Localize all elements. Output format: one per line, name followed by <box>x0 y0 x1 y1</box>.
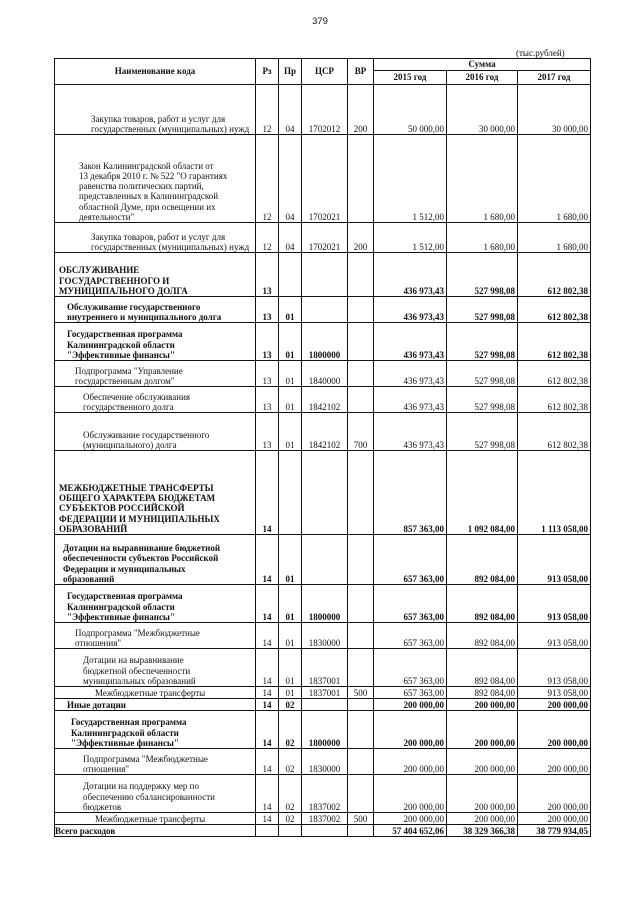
row-name-text: Всего расходов <box>55 825 116 836</box>
row-value-2017: 612 802,38 <box>518 413 591 451</box>
row-value-2015: 436 973,43 <box>374 413 447 451</box>
row-name <box>55 387 256 413</box>
row-value-2017: 200 000,00 <box>518 699 591 711</box>
row-value-2016: 200 000,00 <box>447 813 518 825</box>
row-value-2016: 1 092 084,00 <box>447 451 518 535</box>
header-year-2015: 2015 год <box>374 71 447 85</box>
row-pr: 01 <box>279 535 302 585</box>
row-name-text: Дотации на поддержку мер по обеспечению сбалансированности бюджетов <box>83 781 215 812</box>
row-csr: 1800000 <box>302 323 348 361</box>
row-name <box>55 825 256 837</box>
row-value-2015: 436 973,43 <box>374 361 447 387</box>
row-rz: 14 <box>256 585 279 623</box>
row-name <box>55 451 256 535</box>
table-row <box>55 749 591 775</box>
row-name-text: Закупка товаров, работ и услуг для государственных (муниципальных) нужд <box>91 113 250 134</box>
table-row <box>55 413 591 451</box>
row-csr <box>302 253 348 297</box>
row-vr <box>348 649 374 687</box>
row-value-2016: 892 084,00 <box>447 687 518 699</box>
row-csr: 1837001 <box>302 649 348 687</box>
row-vr <box>348 451 374 535</box>
row-rz: 14 <box>256 649 279 687</box>
table-row <box>55 585 591 623</box>
table-row <box>55 223 591 253</box>
row-vr <box>348 135 374 223</box>
row-value-2015: 200 000,00 <box>374 813 447 825</box>
row-csr: 1702012 <box>302 85 348 135</box>
row-name-text: Подпрограмма "Межбюджетные отношения" <box>75 627 200 648</box>
row-name-text: Обслуживание государственного (муниципального) долга <box>83 429 210 450</box>
row-value-2016: 527 998,08 <box>447 253 518 297</box>
row-csr <box>302 699 348 711</box>
row-csr <box>302 297 348 323</box>
row-name <box>55 775 256 813</box>
row-value-2015: 857 363,00 <box>374 451 447 535</box>
row-rz: 12 <box>256 223 279 253</box>
row-value-2016: 200 000,00 <box>447 749 518 775</box>
row-value-2017: 1 113 058,00 <box>518 451 591 535</box>
row-value-2015: 200 000,00 <box>374 749 447 775</box>
row-value-2017: 30 000,00 <box>518 85 591 135</box>
row-value-2017: 200 000,00 <box>518 749 591 775</box>
row-value-2017: 612 802,38 <box>518 297 591 323</box>
header-csr: ЦСР <box>302 59 348 85</box>
row-value-2015: 436 973,43 <box>374 323 447 361</box>
row-name-text: Дотации на выравнивание бюджетной обеспеченности субъектов Российской Федерации и муниципальных образований <box>63 543 221 584</box>
row-rz: 14 <box>256 699 279 711</box>
row-name <box>55 361 256 387</box>
row-name <box>55 585 256 623</box>
row-pr: 02 <box>279 699 302 711</box>
table-row <box>55 623 591 649</box>
row-rz: 13 <box>256 323 279 361</box>
row-pr: 01 <box>279 361 302 387</box>
row-value-2016: 30 000,00 <box>447 85 518 135</box>
row-name-text: Государственная программа Калининградской области "Эффективные финансы" <box>67 329 183 360</box>
row-pr: 01 <box>279 413 302 451</box>
row-name <box>55 711 256 749</box>
row-vr <box>348 623 374 649</box>
row-rz: 12 <box>256 85 279 135</box>
header-rz: Рз <box>256 59 279 85</box>
budget-table <box>54 58 591 837</box>
row-name <box>55 135 256 223</box>
row-name <box>55 323 256 361</box>
page-number: 379 <box>312 16 328 27</box>
row-vr: 500 <box>348 813 374 825</box>
row-name-text: Межбюджетные трансферты <box>95 813 206 824</box>
row-value-2017: 200 000,00 <box>518 711 591 749</box>
row-name <box>55 297 256 323</box>
table-row <box>55 297 591 323</box>
table-row <box>55 535 591 585</box>
header-sum: Сумма <box>374 59 591 71</box>
row-pr: 04 <box>279 223 302 253</box>
row-rz: 13 <box>256 253 279 297</box>
row-csr: 1842102 <box>302 387 348 413</box>
row-name <box>55 223 256 253</box>
row-value-2015: 657 363,00 <box>374 649 447 687</box>
row-name-text: Подпрограмма "Межбюджетные отношения" <box>83 753 208 774</box>
header-vr: ВР <box>348 59 374 85</box>
row-rz: 14 <box>256 535 279 585</box>
row-pr: 02 <box>279 813 302 825</box>
row-value-2017: 913 058,00 <box>518 687 591 699</box>
row-value-2016: 527 998,08 <box>447 413 518 451</box>
row-rz: 14 <box>256 687 279 699</box>
table-body <box>55 85 591 837</box>
row-value-2017: 913 058,00 <box>518 623 591 649</box>
row-rz: 14 <box>256 813 279 825</box>
row-name-text: Закон Калининградской области от 13 декабря 2010 г. № 522 "О гарантиях равенства политических партий, представленных в Калининградской областной Думе, при освещении их деятельности" <box>79 160 228 222</box>
row-value-2016: 892 084,00 <box>447 535 518 585</box>
row-value-2017: 1 680,00 <box>518 135 591 223</box>
row-name <box>55 749 256 775</box>
row-name <box>55 649 256 687</box>
row-name-text: Закупка товаров, работ и услуг для государственных (муниципальных) нужд <box>91 231 250 252</box>
row-value-2017: 612 802,38 <box>518 253 591 297</box>
row-value-2017: 200 000,00 <box>518 775 591 813</box>
row-value-2016: 200 000,00 <box>447 775 518 813</box>
row-value-2015: 200 000,00 <box>374 711 447 749</box>
row-vr <box>348 749 374 775</box>
row-pr: 02 <box>279 711 302 749</box>
row-pr: 01 <box>279 623 302 649</box>
row-rz: 14 <box>256 749 279 775</box>
row-pr: 04 <box>279 85 302 135</box>
table-row <box>55 387 591 413</box>
row-value-2016: 200 000,00 <box>447 711 518 749</box>
row-vr <box>348 323 374 361</box>
row-vr <box>348 297 374 323</box>
row-vr: 500 <box>348 687 374 699</box>
row-vr <box>348 711 374 749</box>
row-name <box>55 535 256 585</box>
header-name: Наименование кода <box>55 59 256 85</box>
table-row <box>55 451 591 535</box>
row-vr <box>348 699 374 711</box>
row-value-2017: 200 000,00 <box>518 813 591 825</box>
row-value-2017: 612 802,38 <box>518 361 591 387</box>
row-vr <box>348 253 374 297</box>
row-name-text: Дотации на выравнивание бюджетной обеспеченности муниципальных образований <box>83 655 196 686</box>
header-year-2017: 2017 год <box>518 71 591 85</box>
row-rz: 14 <box>256 775 279 813</box>
row-csr: 1837002 <box>302 775 348 813</box>
row-name <box>55 623 256 649</box>
row-name <box>55 253 256 297</box>
row-rz: 12 <box>256 135 279 223</box>
row-pr: 01 <box>279 649 302 687</box>
row-value-2015: 657 363,00 <box>374 623 447 649</box>
row-name <box>55 699 256 711</box>
row-value-2017: 612 802,38 <box>518 387 591 413</box>
row-vr <box>348 387 374 413</box>
units-label: (тыс.рублей) <box>516 48 565 58</box>
table-row <box>55 649 591 687</box>
row-value-2015: 50 000,00 <box>374 85 447 135</box>
row-vr <box>348 775 374 813</box>
row-csr: 1837002 <box>302 813 348 825</box>
row-rz: 13 <box>256 297 279 323</box>
row-pr <box>279 253 302 297</box>
row-csr <box>302 451 348 535</box>
row-value-2015: 200 000,00 <box>374 699 447 711</box>
row-value-2016: 1 680,00 <box>447 135 518 223</box>
row-name-text: Обслуживание государственного внутреннего и муниципального долга <box>67 301 222 322</box>
row-vr: 200 <box>348 85 374 135</box>
row-vr: 700 <box>348 413 374 451</box>
row-name-text: Подпрограмма "Управление государственным долгом" <box>75 365 183 386</box>
row-vr <box>348 361 374 387</box>
row-name-text: ОБСЛУЖИВАНИЕ ГОСУДАРСТВЕННОГО И МУНИЦИПАЛЬНОГО ДОЛГА <box>59 265 188 296</box>
row-csr <box>302 535 348 585</box>
row-value-2015: 200 000,00 <box>374 775 447 813</box>
row-value-2017: 913 058,00 <box>518 585 591 623</box>
row-pr <box>279 451 302 535</box>
header-year-2016: 2016 год <box>447 71 518 85</box>
row-value-2016: 527 998,08 <box>447 361 518 387</box>
row-rz: 13 <box>256 413 279 451</box>
row-csr: 1837001 <box>302 687 348 699</box>
row-pr: 01 <box>279 297 302 323</box>
row-csr: 1842102 <box>302 413 348 451</box>
table-row <box>55 323 591 361</box>
row-value-2017: 913 058,00 <box>518 535 591 585</box>
row-rz <box>256 825 279 837</box>
row-name-text: Иные дотации <box>67 699 126 710</box>
table-row <box>55 813 591 825</box>
row-vr: 200 <box>348 223 374 253</box>
row-csr: 1702021 <box>302 223 348 253</box>
table-row <box>55 361 591 387</box>
row-rz: 14 <box>256 711 279 749</box>
row-csr: 1830000 <box>302 749 348 775</box>
row-pr: 01 <box>279 387 302 413</box>
row-value-2016: 892 084,00 <box>447 585 518 623</box>
table-row <box>55 253 591 297</box>
row-vr <box>348 535 374 585</box>
row-vr <box>348 585 374 623</box>
row-value-2015: 657 363,00 <box>374 535 447 585</box>
row-name <box>55 687 256 699</box>
row-csr: 1840000 <box>302 361 348 387</box>
row-value-2015: 657 363,00 <box>374 687 447 699</box>
table-row <box>55 85 591 135</box>
row-name-text: Обеспечение обслуживания государственного долга <box>83 391 191 412</box>
row-value-2016: 527 998,08 <box>447 297 518 323</box>
row-rz: 13 <box>256 387 279 413</box>
row-value-2016: 1 680,00 <box>447 223 518 253</box>
row-rz: 13 <box>256 361 279 387</box>
table-row <box>55 687 591 699</box>
table-row <box>55 775 591 813</box>
header-pr: Пр <box>279 59 302 85</box>
row-vr <box>348 825 374 837</box>
row-pr <box>279 825 302 837</box>
row-value-2015: 436 973,43 <box>374 297 447 323</box>
table-row <box>55 699 591 711</box>
row-value-2015: 57 404 652,06 <box>374 825 447 837</box>
row-csr <box>302 825 348 837</box>
row-pr: 01 <box>279 323 302 361</box>
row-pr: 02 <box>279 775 302 813</box>
row-pr: 02 <box>279 749 302 775</box>
row-value-2015: 1 512,00 <box>374 135 447 223</box>
row-value-2015: 436 973,43 <box>374 387 447 413</box>
table-row <box>55 711 591 749</box>
row-value-2017: 612 802,38 <box>518 323 591 361</box>
table-row <box>55 135 591 223</box>
row-rz: 14 <box>256 623 279 649</box>
table-row <box>55 825 591 837</box>
row-name <box>55 813 256 825</box>
row-csr: 1702021 <box>302 135 348 223</box>
row-csr: 1830000 <box>302 623 348 649</box>
row-name-text: Государственная программа Калининградской области "Эффективные финансы" <box>67 591 183 622</box>
row-value-2015: 657 363,00 <box>374 585 447 623</box>
row-pr: 04 <box>279 135 302 223</box>
row-value-2016: 200 000,00 <box>447 699 518 711</box>
row-value-2016: 892 084,00 <box>447 649 518 687</box>
row-csr: 1800000 <box>302 711 348 749</box>
row-value-2016: 892 084,00 <box>447 623 518 649</box>
row-name-text: Межбюджетные трансферты <box>95 687 206 698</box>
row-value-2017: 1 680,00 <box>518 223 591 253</box>
row-name-text: Государственная программа Калининградской области "Эффективные финансы" <box>71 717 187 748</box>
row-value-2015: 436 973,43 <box>374 253 447 297</box>
row-value-2016: 527 998,08 <box>447 323 518 361</box>
row-name-text: МЕЖБЮДЖЕТНЫЕ ТРАНСФЕРТЫ ОБЩЕГО ХАРАКТЕРА БЮДЖЕТАМ СУБЪЕКТОВ РОССИЙСКОЙ ФЕДЕРАЦИИ И МУНИЦИПАЛЬНЫХ ОБРАЗОВАНИЙ <box>59 482 220 534</box>
row-pr: 01 <box>279 687 302 699</box>
row-rz: 14 <box>256 451 279 535</box>
row-pr: 01 <box>279 585 302 623</box>
row-value-2017: 913 058,00 <box>518 649 591 687</box>
row-value-2016: 38 329 366,38 <box>447 825 518 837</box>
row-value-2016: 527 998,08 <box>447 387 518 413</box>
row-csr: 1800000 <box>302 585 348 623</box>
row-name <box>55 413 256 451</box>
row-name <box>55 85 256 135</box>
row-value-2015: 1 512,00 <box>374 223 447 253</box>
row-value-2017: 38 779 934,05 <box>518 825 591 837</box>
